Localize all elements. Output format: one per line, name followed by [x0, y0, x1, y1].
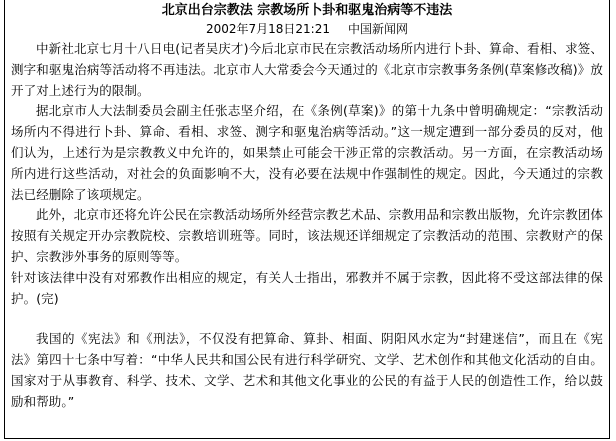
article-body: [11, 39, 603, 413]
article-paragraph-3: 此外，北京市还将允许公民在宗教活动场所外经营宗教艺术品、宗教用品和宗教出版物，允许宗教团体按照有关规定开办宗教院校、宗教培训班等。同时，该法规还详细规定了宗教活动的范围、宗教财产的保护、宗教涉外事务的原则等等。: [11, 207, 604, 264]
article-paragraph-2: 据北京市人大法制委员会副主任张志坚介绍，在《条例(草案)》的第十九条中曾明确规定：“宗教活动场所内不得进行卜卦、算命、看相、求签、测字和驱鬼治病等活动。”这一规定遭到一部分委员的反对，他们认为，上述行为是宗教教义中允许的，如果禁止可能会干涉正常的宗教活动。另一方面，在宗教活动场所内进行这些活动，对社会的负面影响不大，没有必要在法规中作强制性的规定。因此，今天通过的宗教法已经删除了该项规定。: [11, 103, 603, 202]
article-paragraph-4: 针对该法律中没有对邪教作出相应的规定，有关人士指出，邪教并不属于宗教，因此将不受这部法律的保护。(完): [11, 269, 603, 306]
article-page: [4, 0, 610, 439]
article-source: 中国新闻网: [348, 22, 409, 36]
article-title: 北京出台宗教法 宗教场所卜卦和驱鬼治病等不违法: [161, 3, 453, 18]
commentary-paragraph: 我国的《宪法》和《刑法》，不仅没有把算命、算卦、相面、阴阳风水定为“封建迷信”，而且在《宪法》第四十七条中写着：“中华人民共和国公民有进行科学研究、文学、艺术创作和其他文化活动的自由。国家对于从事教育、科学、技术、文学、艺术和其他文化事业的公民的有益于人民的创造性工作，给以鼓励和帮助。”: [11, 331, 603, 409]
paragraph-spacer: [11, 309, 603, 329]
article-paragraph-1: 中新社北京七月十八日电(记者吴庆才)今后北京市民在宗教活动场所内进行卜卦、算命、看相、求签、测字和驱鬼治病等活动将不再违法。北京市人大常委会今天通过的《北京市宗教事务条例(草案修改稿)》放开了对上述行为的限制。: [11, 41, 603, 98]
article-dateline: [11, 20, 603, 38]
article-date: 2002年7月18日21:21: [205, 22, 330, 36]
